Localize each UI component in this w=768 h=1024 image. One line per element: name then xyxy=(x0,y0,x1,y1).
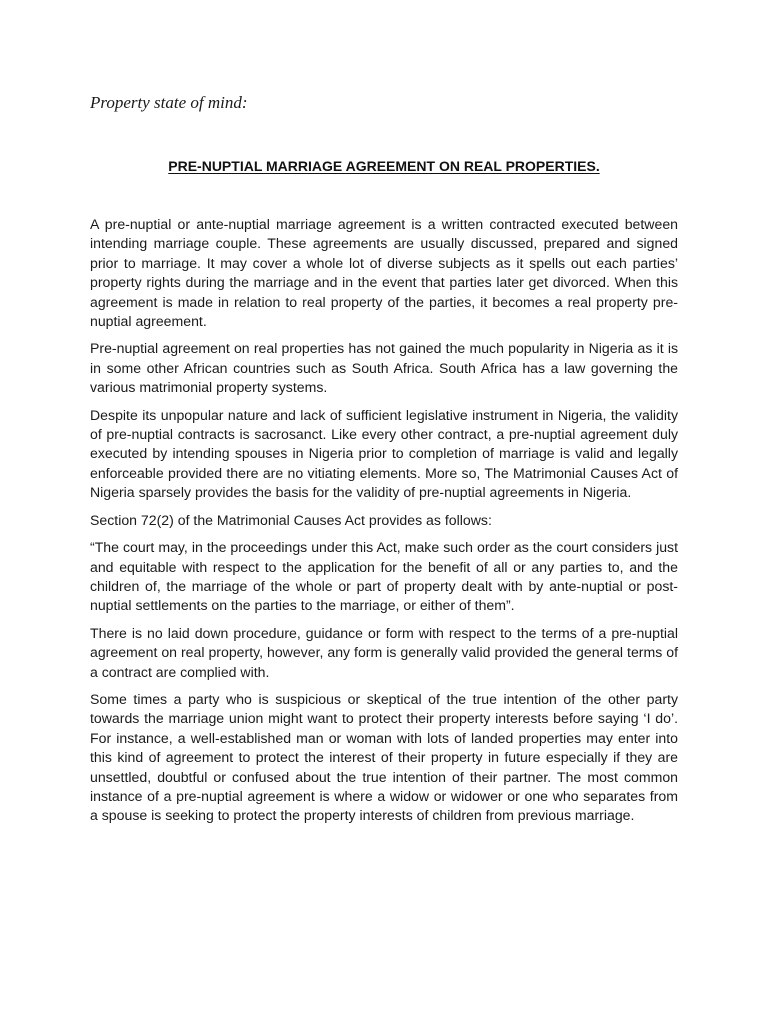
paragraph: Pre-nuptial agreement on real properties has not gained the much popularity in Nigeria as it is in some other African countries such as South Africa. South Africa has a law governing the various matrimonial property systems. xyxy=(90,340,678,396)
quote-paragraph: “The court may, in the proceedings under this Act, make such order as the court considers just and equitable with respect to the application for the benefit of all or any parties to, and the children of, the marriage of the whole or part of property dealt with by ante-nuptial or post-nuptial settlements on the parties to the marriage, or either of them”. xyxy=(90,539,678,614)
document-body xyxy=(90,215,678,834)
paragraph: Some times a party who is suspicious or skeptical of the true intention of the other party towards the marriage union might want to protect their property interests before saying ‘I do’. For instance, a well-established man or woman with lots of landed properties may enter into this kind of agreement to protect the interest of their property in future especially if they are unsettled, doubtful or confused about the true intention of their partner. The most common instance of a pre-nuptial agreement is where a widow or widower or one who separates from a spouse is seeking to protect the property interests of children from previous marriage. xyxy=(90,690,678,824)
paragraph: Section 72(2) of the Matrimonial Causes Act provides as follows: xyxy=(90,511,492,528)
paragraph: Despite its unpopular nature and lack of sufficient legislative instrument in Nigeria, the validity of pre-nuptial contracts is sacrosanct. Like every other contract, a pre-nuptial agreement duly executed by intending spouses in Nigeria prior to completion of marriage is valid and legally enforceable provided there are no vitiating elements. More so, The Matrimonial Causes Act of Nigeria sparsely provides the basis for the validity of pre-nuptial agreements in Nigeria. xyxy=(90,406,678,501)
paragraph: There is no laid down procedure, guidance or form with respect to the terms of a pre-nuptial agreement on real property, however, any form is generally valid provided the general terms of a contract are complied with. xyxy=(90,624,678,680)
paragraph: A pre-nuptial or ante-nuptial marriage agreement is a written contracted executed between intending marriage couple. These agreements are usually discussed, prepared and signed prior to marriage. It may cover a whole lot of diverse subjects as it spells out each parties’ property rights during the marriage and in the event that parties later get divorced. When this agreement is made in relation to real property of the parties, it becomes a real property pre-nuptial agreement. xyxy=(90,216,678,330)
header-note: Property state of mind: xyxy=(90,93,248,112)
document-title: PRE-NUPTIAL MARRIAGE AGREEMENT ON REAL PROPERTIES. xyxy=(168,158,600,174)
